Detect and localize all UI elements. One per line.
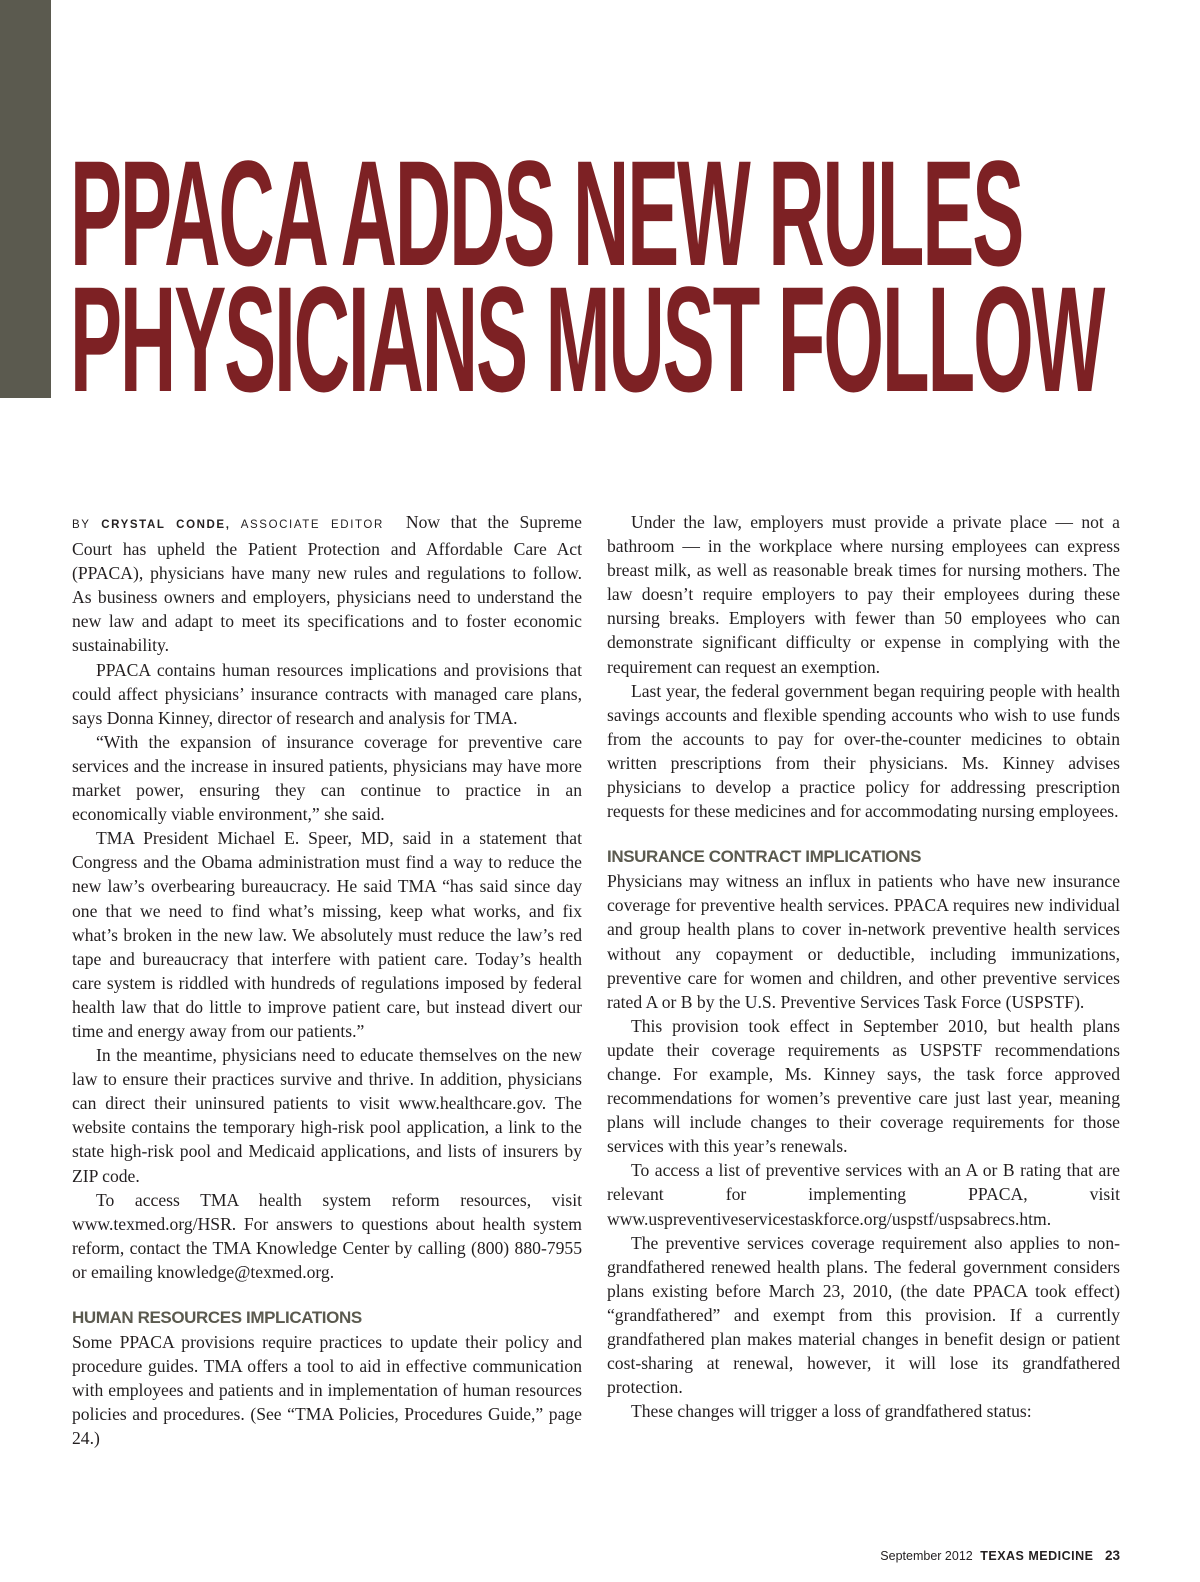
paragraph: The preventive services coverage requirement also applies to non-grandfathered renewed health plans. The federal government considers plans existing before March 23, 2010, (the date PPACA took effect) “grandfathered” and exempt from this provision. If a currently grandfathered plan makes material changes in benefit design or patient cost-sharing at renewal, however, it will lose its grandfathered protection. xyxy=(607,1232,1120,1398)
intro-text: Now that the Supreme Court has upheld the Patient Protection and Affordable Care Act (PPACA), physicians have many new rules and regulations to follow. As business owners and employers, physicians need to understand the new law and adapt to meet its specifications and to foster economic sustainability. xyxy=(72,512,582,656)
footer-date: September 2012 xyxy=(880,1549,973,1563)
byline-author: CRYSTAL CONDE, xyxy=(101,519,231,531)
page-number: 23 xyxy=(1104,1548,1120,1563)
paragraph: This provision took effect in September 2010, but health plans update their coverage requirements as USPSTF recommendations change. For example, Ms. Kinney says, the task force approved recommendations for women’s preventive care just last year, meaning plans will include changes to their coverage requirements for those services with this year’s renewals. xyxy=(607,1015,1120,1157)
paragraph: Some PPACA provisions require practices to update their policy and procedure guides. TMA offers a tool to aid in effective communication with employees and patients and in implementation of human resources policies and procedures. (See “TMA Policies, Procedures Guide,” page 24.) xyxy=(72,1332,582,1449)
footer-magazine-name: TEXAS MEDICINE xyxy=(980,1549,1094,1563)
byline xyxy=(72,519,384,531)
left-column xyxy=(72,510,582,1450)
paragraph: Physicians may witness an influx in patients who have new insurance coverage for preventive health services. PPACA requires new individual and group health plans to cover in-network preventive health services without any copayment or deductible, including immunizations, preventive care for women and children, and other preventive services rated A or B by the U.S. Preventive Services Task Force (USPSTF). xyxy=(607,871,1120,1012)
paragraph: To access TMA health system reform resources, visit www.texmed.org/HSR. For answers to questions about health system reform, contact the TMA Knowledge Center by calling (800) 880-7955 or emailing knowledge@texmed.org. xyxy=(72,1189,582,1282)
intro-paragraph xyxy=(72,510,582,658)
headline-line-1: PPACA ADDS NEW RULES xyxy=(70,129,1023,297)
paragraph: “With the expansion of insurance coverage for preventive care services and the increase in insured patients, physicians may have more market power, ensuring they can continue to practice in an economically viable environment,” she said. xyxy=(72,731,582,825)
accent-side-bar xyxy=(0,0,51,398)
byline-prefix: BY xyxy=(72,519,91,531)
paragraph: To access a list of preventive services with an A or B rating that are relevant for implementing PPACA, visit www.uspreventiveservicestaskforce.org/uspstf/uspsabrecs.htm. xyxy=(607,1160,1120,1229)
paragraph: These changes will trigger a loss of grandfathered status: xyxy=(631,1401,1032,1422)
page-footer xyxy=(880,1548,1120,1563)
paragraph: Last year, the federal government began requiring people with health savings accounts and flexible spending accounts who wish to use funds from the accounts to pay for over-the-counter medicines to obtain written prescriptions from their physicians. Ms. Kinney advises physicians to develop a practice policy for addressing prescription requests for these medicines and for accommodating nursing employees. xyxy=(607,680,1120,822)
byline-role: ASSOCIATE EDITOR xyxy=(240,519,384,531)
section-heading-human-resources: HUMAN RESOURCES IMPLICATIONS xyxy=(72,1308,362,1327)
paragraph: TMA President Michael E. Speer, MD, said in a statement that Congress and the Obama administration must find a way to reduce the new law’s overbearing bureaucracy. He said TMA “has said since day one that we need to find what’s missing, keep what works, and fix what’s broken in the new law. We absolutely must reduce the law’s red tape and bureaucracy that interfere with patient care. Today’s health care system is riddled with hundreds of regulations imposed by federal health law that do little to improve patient care, but instead divert our time and energy away from our patients.” xyxy=(72,828,582,1041)
right-column xyxy=(607,510,1120,1423)
article-headline xyxy=(70,129,1200,423)
headline-line-2: PHYSICIANS MUST FOLLOW xyxy=(70,255,1104,423)
paragraph: In the meantime, physicians need to educate themselves on the new law to ensure their practices survive and thrive. In addition, physicians can direct their uninsured patients to visit www.healthcare.gov. The website contains the temporary high-risk pool application, a link to the state high-risk pool and Medicaid applications, and lists of insurers by ZIP code. xyxy=(72,1045,582,1186)
section-heading-insurance-contract: INSURANCE CONTRACT IMPLICATIONS xyxy=(607,847,922,867)
paragraph: PPACA contains human resources implications and provisions that could affect physicians’ insurance contracts with managed care plans, says Donna Kinney, director of research and analysis for TMA. xyxy=(72,659,582,728)
paragraph: Under the law, employers must provide a private place — not a bathroom — in the workplace where nursing employees can express breast milk, as well as reasonable break times for nursing mothers. The law doesn’t require employers to pay their employees during these nursing breaks. Employers with fewer than 50 employees who can demonstrate significant difficulty or expense in complying with the requirement can request an exemption. xyxy=(607,512,1120,677)
